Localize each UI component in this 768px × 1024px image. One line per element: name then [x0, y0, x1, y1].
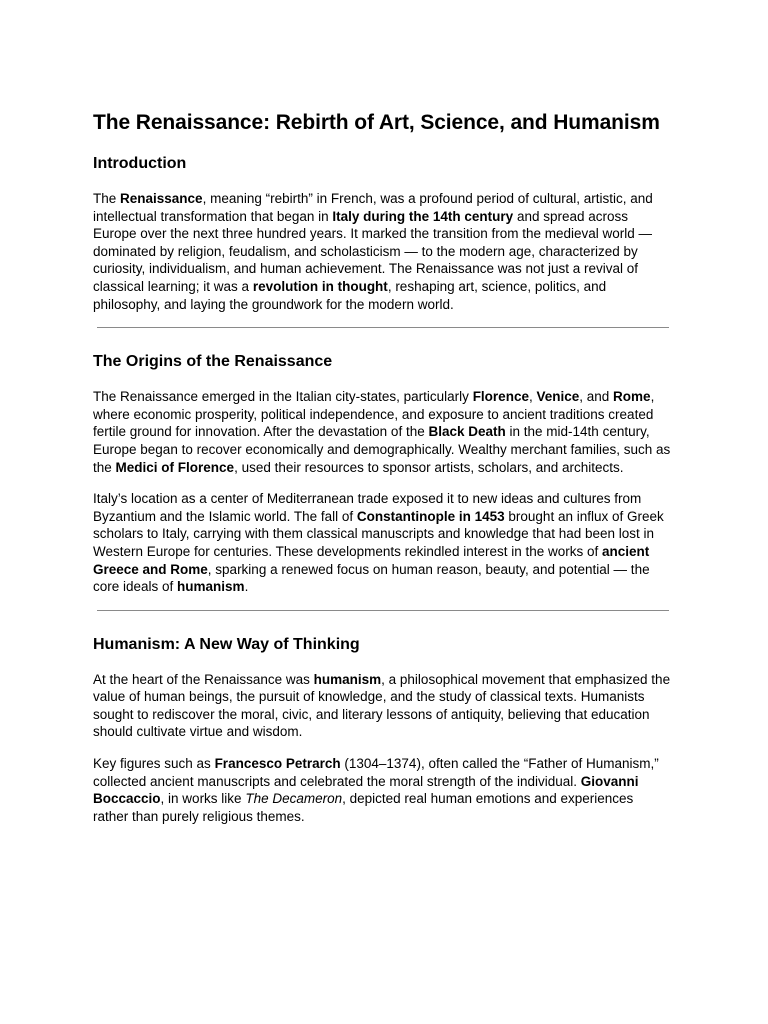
text-run: , meaning “rebirth” in French, was a profound period of cultural, artistic, and intellectual transformation that began in [93, 191, 653, 224]
text-run: , and [579, 389, 614, 405]
bold-text: Florence [472, 389, 529, 405]
text-run: , reshaping art, science, politics, and philosophy, and laying the groundwork for the modern world. [93, 278, 607, 312]
bold-text: Rome [613, 389, 651, 405]
text-run: , a philosophical movement that emphasized the value of human beings, the pursuit of knowledge, and the study of classical texts. Humanists sought to rediscover the moral, civic, and literary lessons of antiquity, believing that education should cultivate virtue and wisdom. [93, 671, 671, 740]
text-run: At the heart of the Renaissance was [93, 671, 314, 687]
paragraph-origins-1 [93, 388, 672, 476]
text-run: , depicted real human emotions and experiences rather than purely religious themes. [93, 791, 634, 824]
text-run: , [528, 389, 537, 405]
paragraph-origins-2 [93, 490, 672, 596]
bold-text: Francesco Petrarch [214, 756, 341, 772]
page-title: The Renaissance: Rebirth of Art, Science, and Humanism [93, 111, 660, 134]
italic-text: The Decameron [245, 791, 343, 807]
bold-text: Renaissance [120, 191, 203, 206]
text-run: . [244, 579, 249, 595]
bold-text: Constantinople in 1453 [356, 508, 505, 524]
text-run: , in works like [160, 791, 246, 807]
bold-text: Giovanni Boccaccio [93, 773, 639, 807]
section-origins [93, 328, 672, 596]
bold-text: humanism [177, 579, 245, 595]
text-run: brought an influx of Greek scholars to Italy, carrying with them classical manuscripts and knowledge that had been lost in Western Europe for centuries. These developments rekindled interest in the works of [93, 508, 664, 559]
bold-text: Italy during the 14th century [332, 208, 514, 224]
bold-text: Medici of Florence [115, 459, 235, 475]
text-run: Italy’s location as a center of Mediterranean trade exposed it to new ideas and cultures from Byzantium and the Islamic world. The fall of [93, 491, 642, 524]
bold-text: Black Death [428, 424, 506, 440]
text-run: , used their resources to sponsor artists, scholars, and architects. [234, 459, 624, 475]
section-heading-introduction: Introduction [93, 155, 187, 172]
paragraph-intro-1 [93, 190, 672, 313]
section-heading-humanism: Humanism: A New Way of Thinking [93, 635, 360, 653]
text-run: The Renaissance emerged in the Italian city-states, particularly [93, 389, 473, 405]
text-run: , where economic prosperity, political independence, and exposure to ancient traditions created fertile ground for innovation. After the devastation of the [93, 389, 655, 440]
section-heading-origins: The Origins of the Renaissance [93, 353, 333, 371]
text-run: Key figures such as [93, 756, 215, 772]
section-introduction [93, 154, 672, 313]
text-run: The [93, 191, 121, 206]
paragraph-humanism-2 [93, 755, 672, 825]
paragraph-humanism-1 [93, 671, 672, 741]
text-run: in the mid-14th century, Europe began to recover economically and demographically. Wealthy merchant families, such as the [93, 424, 671, 475]
bold-text: Venice [536, 389, 580, 405]
bold-text: revolution in thought [252, 278, 388, 294]
section-humanism [93, 611, 672, 826]
text-run: , sparking a renewed focus on human reason, beauty, and potential — the core ideals of [93, 561, 650, 595]
bold-text: ancient Greece and Rome [93, 543, 650, 577]
bold-text: humanism [313, 671, 382, 687]
text-run: and spread across Europe over the next three hundred years. It marked the transition from the medieval world — dominated by religion, feudalism, and scholasticism — to the modern age, characterized by curiosity, individualism, and human achievement. The Renaissance was not just a revival of classical learning; it was a [93, 208, 653, 294]
text-run: (1304–1374), often called the “Father of Humanism,” collected ancient manuscripts and celebrated the moral strength of the individual. [93, 756, 659, 789]
